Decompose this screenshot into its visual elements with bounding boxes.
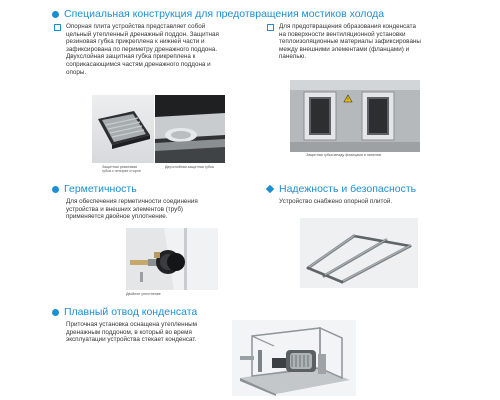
section-title-text: Специальная конструкция для предотвращения мостиков холода <box>64 8 385 20</box>
text-line: Для предотвращения образования конденсата <box>279 23 416 30</box>
checkbox-square-icon <box>267 24 274 31</box>
text-line: эксплуатации устройства стекает конденсат. <box>66 336 197 344</box>
paragraph-condensate-flanges <box>279 23 479 61</box>
photo-double-seal <box>126 228 218 290</box>
section-title-tightness <box>52 183 137 195</box>
section-title-text: Надежность и безопасность <box>279 183 417 195</box>
text-line: зафиксирована по периметру дренажного поддона. <box>66 45 218 53</box>
text-line: цельный утепленный дренажный поддон. Защитная <box>66 30 219 38</box>
checkbox-square-icon <box>54 24 61 31</box>
caption-line: губка с четырех сторон <box>102 169 141 174</box>
photo-drain-pan-unit <box>232 320 356 396</box>
bullet-diamond-icon <box>266 185 274 193</box>
caption-line: Защитная резиновая <box>102 165 138 169</box>
paragraph-reliability: Устройство снабжено опорной плитой. <box>279 198 393 205</box>
text-line: опоры. <box>66 68 87 76</box>
text-line: между внешними элементами (фланцами) и <box>279 45 410 53</box>
photo-gasket-tray <box>92 95 154 163</box>
text-line: на поверхности вентиляционной установки <box>279 30 406 38</box>
text-line: теплоизоляционные материалы зафиксированы <box>279 38 421 46</box>
text-line: применяется двойное уплотнение. <box>66 213 168 221</box>
text-line: резиновая губка прикреплена к нижней части и <box>66 38 205 46</box>
text-line: устройства и внешних элементов (труб) <box>66 205 184 213</box>
caption-four-side-gasket <box>102 165 141 173</box>
bullet-dot-icon <box>52 186 59 193</box>
section-title-reliability <box>266 183 416 195</box>
section-title-cold-bridge <box>52 8 384 20</box>
svg-text:!: ! <box>347 97 349 104</box>
photo-double-layer-gasket <box>155 95 225 163</box>
photo-support-plate <box>300 218 418 288</box>
bullet-dot-icon <box>52 309 59 316</box>
text-line: Приточная установка оснащена утепленным <box>66 321 197 328</box>
text-line: панелью. <box>279 53 307 61</box>
caption-double-seal: Двойное уплотнение <box>126 292 161 296</box>
text-line: Для обеспечения герметичности соединения <box>66 198 198 205</box>
caption-flange-gasket: Защитная губка между фланцами и панелью <box>306 153 382 157</box>
text-line: соприкасающимся частям дренажного поддона и <box>66 60 211 68</box>
caption-double-layer-gasket: Двухслойная защитная губка <box>165 165 214 169</box>
text-line: Опорная плита устройства представляет собой <box>66 23 206 30</box>
bullet-dot-icon <box>52 11 59 18</box>
text-line: Двухслойная защитная губка прикреплена к <box>66 53 196 61</box>
section-title-text: Герметичность <box>64 183 137 195</box>
paragraph-base-plate <box>66 23 262 76</box>
paragraph-tightness <box>66 198 266 221</box>
photo-flange-gasket <box>290 80 420 152</box>
text-line: дренажным поддоном, в который во время <box>66 328 192 336</box>
section-title-condensate-drain <box>52 306 197 318</box>
section-title-text: Плавный отвод конденсата <box>64 306 198 318</box>
